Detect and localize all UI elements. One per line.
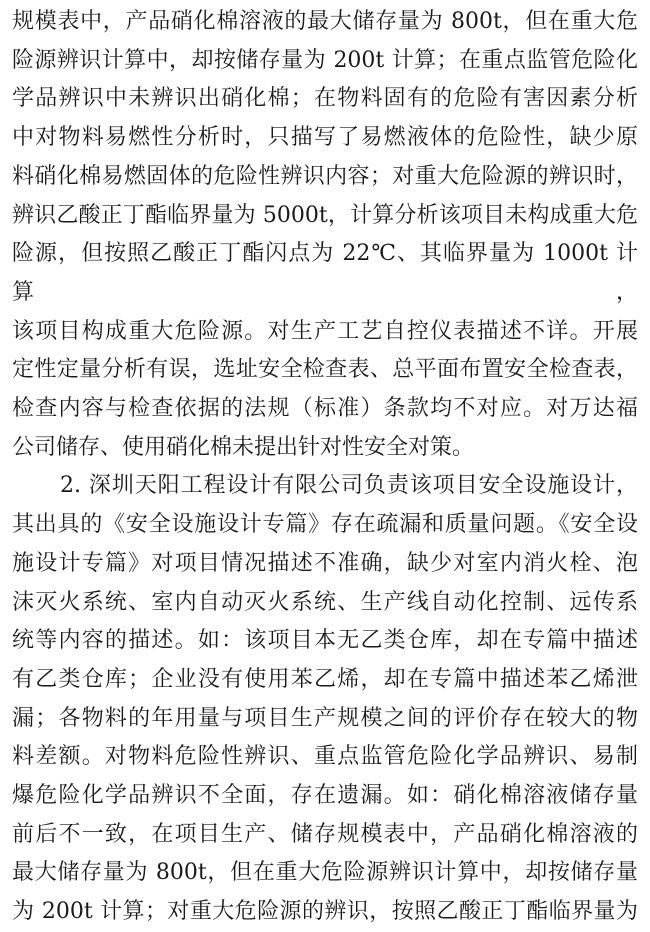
text-line: 料硝化棉易燃固体的危险性辨识内容；对重大危险源的辨识时，	[12, 163, 638, 189]
text-line: 施设计专篇》对项目情况描述不准确，缺少对室内消火栓、泡	[12, 550, 638, 576]
text-line: 规模表中，产品硝化棉溶液的最大储存量为 800t，但在重大危	[12, 9, 638, 34]
text-line: 前后不一致，在项目生产、储存规模表中，产品硝化棉溶液的	[12, 821, 638, 847]
text-line: 沫灭火系统、室内自动灭火系统、生产线自动化控制、远传系	[12, 589, 638, 615]
paragraph-start-line: 2. 深圳天阳工程设计有限公司负责该项目安全设施设计，	[60, 473, 638, 499]
text-line: 险源辨识计算中，却按储存量为 200t 计算；在重点监管危险化	[12, 47, 638, 73]
text-line: 料差额。对物料危险性辨识、重点监管危险化学品辨识、易制	[12, 744, 638, 770]
paragraph-end-line: 公司储存、使用硝化棉未提出针对性安全对策。	[12, 434, 475, 460]
text-line: 其出具的《安全设施设计专篇》存在疏漏和质量问题。《安全设	[12, 512, 638, 538]
text-line: 检查内容与检查依据的法规（标准）条款均不对应。对万达福	[12, 396, 638, 422]
text-line: 爆危险化学品辨识不全面，存在遗漏。如：硝化棉溶液储存量	[12, 783, 638, 809]
text-line: 有乙类仓库；企业没有使用苯乙烯，却在专篇中描述苯乙烯泄	[12, 666, 638, 692]
text-line: 险源，但按照乙酸正丁酯闪点为 22℃、其临界量为 1000t 计算，	[12, 241, 638, 305]
text-line: 辨识乙酸正丁酯临界量为 5000t，计算分析该项目未构成重大危	[12, 202, 638, 228]
text-line: 中对物料易燃性分析时，只描写了易燃液体的危险性，缺少原	[12, 125, 638, 151]
text-line: 漏；各物料的年用量与项目生产规模之间的评价存在较大的物	[12, 705, 638, 731]
document-page	[12, 3, 638, 932]
text-line: 统等内容的描述。如：该项目本无乙类仓库，却在专篇中描述	[12, 628, 638, 654]
text-line: 学品辨识中未辨识出硝化棉；在物料固有的危险有害因素分析	[12, 86, 638, 112]
text-line: 定性定量分析有误，选址安全检查表、总平面布置安全检查表，	[12, 357, 638, 383]
text-line: 为 200t 计算；对重大危险源的辨识，按照乙酸正丁酯临界量为	[12, 899, 638, 925]
text-line: 该项目构成重大危险源。对生产工艺自控仪表描述不详。开展	[12, 318, 638, 344]
text-line: 最大储存量为 800t，但在重大危险源辨识计算中，却按储存量	[12, 860, 638, 886]
